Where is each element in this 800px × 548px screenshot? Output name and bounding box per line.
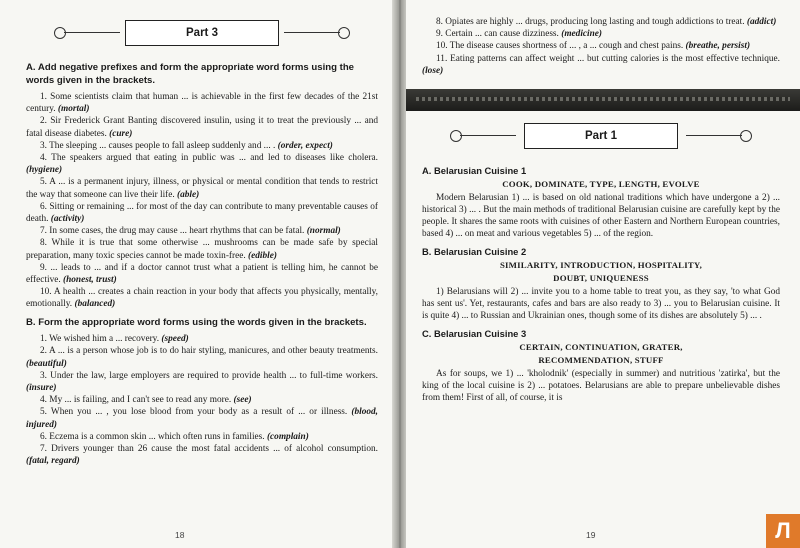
cuisine-1-text: Modern Belarusian 1) ... is based on old national traditions which have undergone a 2) ... historical 3) ... . But the main methods of traditional Belarusian cuisine are carefully kept by the people. It shares the same roots with cuisines of other Eastern and Northern European countries, based 4) ... on meat and various vegetables 5) ... of the region.	[422, 193, 780, 240]
part-3-banner	[26, 20, 378, 50]
exercise-keyword: (activity)	[50, 214, 85, 225]
exercise-text: 11. Eating patterns can affect weight ... but cutting calories is the most effective technique.	[436, 53, 780, 64]
cuisine-3-text: As for soups, we 1) ... 'kholodnik' (especially in summer) and nutritious 'zatirka', but the king of the local cuisine is 2) ... potatoes. Belarusians are able to prepare unbelievable dishes from them! First of all, of course, it is	[422, 369, 780, 404]
part-3-title: Part 3	[125, 20, 279, 46]
exercise-keyword: (addict)	[746, 17, 777, 27]
exercise-keyword: (blood, injured)	[26, 407, 378, 430]
exercise-text: 8. Opiates are highly ... drugs, producing long lasting and tough addictions to treat.	[436, 17, 747, 27]
cuisine-2-words-line-2: DOUBT, UNIQUENESS	[553, 273, 649, 284]
exercise-text: 2. Sir Frederick Grant Banting discovered insulin, using it to treat the previously ... and fatal disease diabetes.	[26, 116, 378, 139]
exercise-keyword: (insure)	[26, 382, 57, 393]
exercise-text: 10. A health ... creates a chain reaction in your body that affects you physically, mentally, emotionally.	[26, 287, 378, 310]
exercise-text: 5. When you ... , you lose blood from your body as a result of ... or illness.	[40, 407, 352, 418]
exercise-keyword: (balanced)	[74, 299, 116, 310]
cuisine-3-heading: C. Belarusian Cuisine 3	[422, 328, 527, 340]
exercise-item	[26, 370, 378, 394]
part-1-title: Part 1	[524, 123, 678, 149]
exercise-item	[422, 16, 780, 28]
exercise-keyword: (beautiful)	[26, 358, 67, 369]
exercise-text: 1. Some scientists claim that human ... is achievable in the first few decades of the 21st century.	[26, 92, 378, 115]
exercise-text: 4. My ... is failing, and I can't see to read any more.	[40, 395, 234, 406]
section-b-heading: B. Form the appropriate word forms using the words given in the brackets.	[26, 316, 367, 328]
exercise-keyword: (edible)	[248, 250, 277, 261]
exercise-text: 2. A ... is a person whose job is to do hair styling, manicures, and other beauty treatments.	[40, 346, 378, 357]
cuisine-1-heading: A. Belarusian Cuisine 1	[422, 165, 527, 177]
part-1-banner	[422, 123, 780, 153]
exercise-keyword: (fatal, regard)	[26, 456, 80, 467]
exercise-item	[26, 345, 378, 369]
section-b-list	[26, 333, 378, 467]
exercise-item	[26, 201, 378, 225]
exercise-keyword: (medicine)	[561, 29, 603, 40]
exercise-item	[26, 406, 378, 430]
exercise-item	[26, 333, 378, 345]
cuisine-2-text: 1) Belarusians will 2) ... invite you to a home table to treat you, as they say, 'to what God has sent us'. Yet, restaurants, cafes and bars are also ready to 3) ... you to Belarusian cuisine. It is quite 4) ... to Russian and Ukrainian ones, though some of its dishes are absolutely 5) ... .	[422, 287, 780, 322]
exercise-item	[422, 53, 780, 77]
exercise-item	[26, 394, 378, 406]
exercise-keyword: (order, expect)	[277, 140, 333, 151]
exercise-keyword: (honest, trust)	[63, 275, 117, 286]
exercise-item	[26, 140, 378, 152]
exercise-item	[26, 262, 378, 286]
exercise-text: 7. Drivers younger than 26 cause the most fatal accidents ... of alcohol consumption.	[40, 443, 378, 454]
cuisine-2-heading: B. Belarusian Cuisine 2	[422, 246, 527, 258]
exercise-keyword: (able)	[177, 189, 200, 200]
ornamental-divider	[406, 89, 800, 111]
exercise-item	[26, 152, 378, 176]
cuisine-2-words-line-1: SIMILARITY, INTRODUCTION, HOSPITALITY,	[499, 260, 703, 271]
exercise-item	[26, 286, 378, 310]
exercise-text: 9. Certain ... can cause dizziness.	[436, 29, 562, 40]
exercise-text: 4. The speakers argued that eating in public was ... and led to diseases like cholera.	[40, 153, 378, 164]
right-page	[406, 0, 800, 548]
exercise-item	[422, 28, 780, 40]
exercise-text: 8. While it is true that some otherwise ... mushrooms can be made safe by special preparation, many toxic species cannot be made toxin-free.	[26, 238, 378, 261]
exercise-text: 1. We wished him a ... recovery.	[40, 334, 162, 345]
publisher-logo: Л	[766, 514, 800, 548]
exercise-keyword: (lose)	[422, 65, 444, 76]
section-a-list	[26, 91, 378, 311]
exercise-item	[422, 40, 780, 52]
cuisine-3-words-line-1: CERTAIN, CONTINUATION, GRATER,	[519, 342, 683, 353]
exercise-text: 9. ... leads to ... and if a doctor cannot trust what a patient is telling him, he cannot be effective.	[26, 262, 378, 286]
exercise-item	[26, 225, 378, 237]
exercise-item	[26, 115, 378, 139]
exercise-keyword: (normal)	[306, 226, 341, 237]
cuisine-1-words: COOK, DOMINATE, TYPE, LENGTH, EVOLVE	[502, 179, 700, 190]
exercise-text: 3. The sleeping ... causes people to fall asleep suddenly and ... .	[40, 140, 278, 151]
cuisine-3-words-line-2: RECOMMENDATION, STUFF	[538, 355, 664, 366]
page-number-left: 18	[175, 530, 185, 540]
exercise-keyword: (breathe, persist)	[685, 41, 751, 52]
exercise-keyword: (mortal)	[57, 104, 90, 115]
section-a-heading: A. Add negative prefixes and form the appropriate word forms using the words given in the brackets.	[26, 62, 355, 86]
exercise-item	[26, 431, 378, 443]
exercise-item	[26, 443, 378, 467]
exercise-keyword: (cure)	[109, 128, 133, 139]
exercise-text: 6. Sitting or remaining ... for most of the day can contribute to many preventable causes of death.	[26, 201, 378, 225]
page-number-right: 19	[586, 530, 596, 540]
exercise-text: 6. Eczema is a common skin ... which often runs in families.	[40, 431, 267, 442]
exercise-item	[26, 91, 378, 115]
left-page	[0, 0, 394, 548]
exercise-item	[26, 237, 378, 261]
continued-exercise-list	[422, 16, 780, 77]
exercise-keyword: (see)	[233, 395, 252, 406]
exercise-keyword: (complain)	[266, 431, 309, 442]
exercise-text: 7. In some cases, the drug may cause ... heart rhythms that can be fatal.	[40, 226, 307, 237]
exercise-keyword: (hygiene)	[26, 165, 63, 176]
exercise-keyword: (speed)	[161, 334, 189, 345]
exercise-item	[26, 176, 378, 200]
exercise-text: 10. The disease causes shortness of ... , a ... cough and chest pains.	[436, 41, 686, 52]
exercise-text: 5. A ... is a permanent injury, illness, or physical or mental condition that tends to restrict the way that someone can live their life.	[26, 177, 378, 200]
exercise-text: 3. Under the law, large employers are required to provide health ... to full-time workers.	[40, 370, 378, 381]
